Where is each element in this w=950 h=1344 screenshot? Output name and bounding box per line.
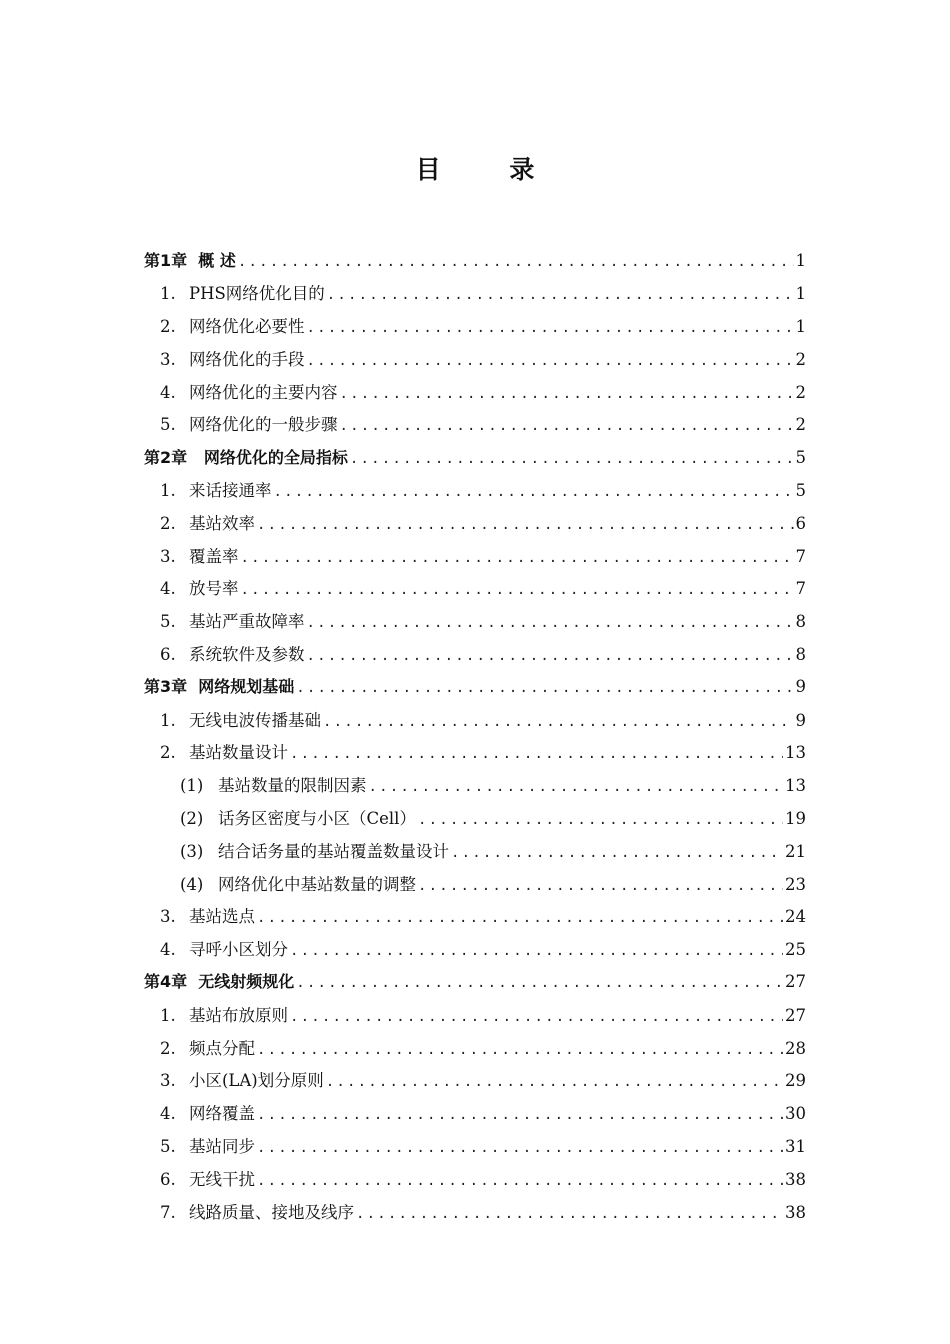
toc-section-entry[interactable] — [0, 1030, 950, 1063]
toc-page-number: 27 — [785, 1005, 806, 1025]
toc-entry-row — [160, 477, 950, 501]
toc-page-number: 38 — [785, 1202, 806, 1222]
toc-page-number: 5 — [795, 447, 806, 467]
toc-entry-number: 4. — [160, 579, 176, 599]
toc-entry-number: (1) — [180, 776, 204, 796]
toc-dot-leader — [255, 1107, 783, 1123]
toc-entry-row — [160, 1133, 950, 1157]
toc-entry-row — [160, 543, 950, 567]
toc-section-entry[interactable] — [0, 932, 950, 965]
toc-entry-row — [144, 248, 950, 271]
toc-entry-row — [160, 608, 950, 632]
toc-entry-number: 6. — [160, 1169, 176, 1189]
toc-entry-row — [160, 411, 950, 435]
toc-entry-number: 3. — [160, 349, 176, 369]
toc-entry-text: 结合话务量的基站覆盖数量设计 — [218, 841, 449, 861]
toc-entry-row — [160, 280, 950, 304]
toc-section-entry[interactable] — [0, 637, 950, 670]
toc-dot-leader — [305, 353, 794, 369]
toc-entry-number: 5. — [160, 612, 176, 632]
toc-dot-leader — [239, 582, 794, 598]
toc-entry-row — [160, 1199, 950, 1223]
toc-page-number: 13 — [785, 743, 806, 763]
toc-subsection-entry[interactable] — [0, 768, 950, 801]
toc-page-number: 1 — [795, 316, 806, 336]
toc-entry-text: 基站数量的限制因素 — [218, 776, 367, 796]
toc-entry-number: 6. — [160, 644, 176, 664]
toc-entry-text: 无线电波传播基础 — [189, 710, 321, 730]
toc-page-number: 7 — [795, 579, 806, 599]
toc-entry-text: 基站严重故障率 — [189, 612, 305, 632]
toc-entry-text: 网络规划基础 — [198, 677, 295, 697]
toc-entry-text: 无线射频规化 — [198, 972, 295, 992]
toc-page-number: 9 — [795, 677, 806, 697]
toc-entry-text: 覆盖率 — [189, 546, 239, 566]
toc-entry-number: (4) — [180, 874, 204, 894]
toc-dot-leader — [416, 812, 783, 828]
toc-chapter-entry[interactable] — [0, 965, 950, 998]
toc-dot-leader — [449, 845, 783, 861]
toc-entry-row — [160, 313, 950, 337]
toc-dot-leader — [416, 878, 783, 894]
toc-page-number: 30 — [785, 1104, 806, 1124]
toc-entry-text: 系统软件及参数 — [189, 644, 305, 664]
toc-title: 目 录 — [415, 155, 565, 184]
toc-entry-row — [160, 575, 950, 599]
toc-entry-text: 概 述 — [198, 250, 236, 270]
toc-entry-text: 无线干扰 — [189, 1169, 255, 1189]
toc-subsection-entry[interactable] — [0, 801, 950, 834]
toc-entry-text: 网络覆盖 — [189, 1104, 255, 1124]
toc-entry-text: 话务区密度与小区（Cell） — [218, 808, 416, 828]
toc-page-number: 7 — [795, 546, 806, 566]
toc-section-entry[interactable] — [0, 473, 950, 506]
toc-entry-row — [144, 445, 950, 468]
toc-dot-leader — [255, 1173, 783, 1189]
toc-entry-text: PHS网络优化目的 — [189, 284, 325, 304]
toc-page-number: 8 — [795, 644, 806, 664]
toc-section-entry[interactable] — [0, 374, 950, 407]
toc-section-entry[interactable] — [0, 997, 950, 1030]
toc-entry-text: 基站数量设计 — [189, 743, 288, 763]
toc-page-number: 8 — [795, 612, 806, 632]
toc-dot-leader — [294, 975, 783, 991]
toc-section-entry[interactable] — [0, 276, 950, 309]
toc-entry-number: 4. — [160, 382, 176, 402]
toc-entry-row — [144, 969, 950, 992]
toc-section-entry[interactable] — [0, 538, 950, 571]
toc-page-number: 6 — [795, 513, 806, 533]
toc-dot-leader — [272, 484, 794, 500]
toc-dot-leader — [294, 680, 793, 696]
toc-entry-text: 网络优化的一般步骤 — [189, 415, 338, 435]
toc-dot-leader — [354, 1206, 783, 1222]
toc-page-number: 21 — [785, 841, 806, 861]
toc-dot-leader — [305, 615, 794, 631]
toc-page-number: 31 — [785, 1136, 806, 1156]
toc-entry-text: 基站选点 — [189, 907, 255, 927]
toc-entry-number: 1. — [160, 284, 176, 304]
toc-entry-number: 5. — [160, 415, 176, 435]
toc-entry-row — [160, 707, 950, 731]
toc-page-number: 23 — [785, 874, 806, 894]
toc-page-number: 29 — [785, 1071, 806, 1091]
toc-section-entry[interactable] — [0, 899, 950, 932]
toc-entry-number: 第1章 — [144, 250, 199, 270]
toc-section-entry[interactable] — [0, 1063, 950, 1096]
toc-entry-number: (2) — [180, 808, 204, 828]
toc-entry-number: 2. — [160, 1038, 176, 1058]
toc-entry-row — [160, 936, 950, 960]
toc-entry-row — [144, 674, 950, 697]
toc-dot-leader — [255, 1140, 783, 1156]
toc-entry-number: 4. — [160, 1104, 176, 1124]
toc-entry-text: 基站同步 — [189, 1136, 255, 1156]
toc-entry-row — [180, 772, 950, 796]
toc-section-entry[interactable] — [0, 1096, 950, 1129]
toc-entry-row — [160, 379, 950, 403]
toc-dot-leader — [338, 418, 794, 434]
toc-entry-row — [160, 510, 950, 534]
toc-entry-number: 2. — [160, 316, 176, 336]
toc-section-entry[interactable] — [0, 702, 950, 735]
toc-dot-leader — [288, 1009, 783, 1025]
toc-entry-number: (3) — [180, 841, 204, 861]
toc-entry-row — [160, 1100, 950, 1124]
toc-entry-row — [160, 1035, 950, 1059]
toc-entry-row — [180, 871, 950, 895]
toc-section-entry[interactable] — [0, 341, 950, 374]
toc-entry-row — [180, 838, 950, 862]
toc-entry-number: 3. — [160, 546, 176, 566]
toc-entry-row — [160, 1166, 950, 1190]
toc-dot-leader — [255, 1042, 783, 1058]
toc-entry-text: 网络优化的全局指标 — [203, 447, 348, 467]
toc-entry-number: 7. — [160, 1202, 176, 1222]
toc-section-entry[interactable] — [0, 1129, 950, 1162]
toc-dot-leader — [236, 254, 794, 270]
toc-entry-number: 第3章 — [144, 677, 199, 697]
toc-list — [0, 243, 950, 1227]
toc-page-number: 1 — [795, 250, 806, 270]
toc-dot-leader — [338, 386, 794, 402]
toc-dot-leader — [288, 943, 783, 959]
toc-page-number: 9 — [795, 710, 806, 730]
toc-dot-leader — [255, 910, 783, 926]
toc-entry-text: 网络优化中基站数量的调整 — [218, 874, 416, 894]
toc-dot-leader — [305, 648, 794, 664]
toc-entry-number: 3. — [160, 907, 176, 927]
toc-page-number: 2 — [795, 349, 806, 369]
toc-entry-text: 来话接通率 — [189, 480, 272, 500]
toc-page-number: 13 — [785, 776, 806, 796]
toc-entry-row — [160, 903, 950, 927]
toc-subsection-entry[interactable] — [0, 833, 950, 866]
toc-entry-text: 网络优化的主要内容 — [189, 382, 338, 402]
toc-dot-leader — [348, 451, 794, 467]
toc-entry-row — [160, 641, 950, 665]
toc-dot-leader — [288, 746, 783, 762]
toc-section-entry[interactable] — [0, 604, 950, 637]
toc-chapter-entry[interactable] — [0, 669, 950, 702]
toc-page-number: 28 — [785, 1038, 806, 1058]
toc-page-number: 38 — [785, 1169, 806, 1189]
toc-dot-leader — [305, 320, 794, 336]
toc-page-number: 25 — [785, 940, 806, 960]
toc-entry-text: 放号率 — [189, 579, 239, 599]
toc-page-number: 19 — [785, 808, 806, 828]
toc-entry-text: 基站布放原则 — [189, 1005, 288, 1025]
toc-entry-number: 1. — [160, 710, 176, 730]
toc-dot-leader — [255, 517, 794, 533]
toc-entry-number: 4. — [160, 940, 176, 960]
toc-section-entry[interactable] — [0, 309, 950, 342]
toc-section-entry[interactable] — [0, 735, 950, 768]
toc-entry-row — [160, 1067, 950, 1091]
toc-entry-text: 线路质量、接地及线序 — [189, 1202, 354, 1222]
toc-entry-number: 第4章 — [144, 972, 199, 992]
toc-entry-number: 1. — [160, 1005, 176, 1025]
toc-dot-leader — [321, 714, 794, 730]
toc-entry-number: 2. — [160, 513, 176, 533]
toc-dot-leader — [367, 779, 784, 795]
toc-page-number: 27 — [785, 972, 806, 992]
toc-chapter-entry[interactable] — [0, 440, 950, 473]
toc-section-entry[interactable] — [0, 505, 950, 538]
toc-entry-number: 5. — [160, 1136, 176, 1156]
toc-dot-leader — [325, 287, 794, 303]
toc-entry-text: 基站效率 — [189, 513, 255, 533]
toc-dot-leader — [324, 1074, 783, 1090]
toc-page-number: 2 — [795, 382, 806, 402]
toc-section-entry[interactable] — [0, 407, 950, 440]
toc-entry-number: 第2章 — [144, 447, 204, 467]
toc-entry-number: 3. — [160, 1071, 176, 1091]
toc-entry-text: 频点分配 — [189, 1038, 255, 1058]
toc-section-entry[interactable] — [0, 1161, 950, 1194]
toc-dot-leader — [239, 550, 794, 566]
toc-entry-row — [160, 739, 950, 763]
toc-entry-number: 2. — [160, 743, 176, 763]
toc-page-number: 1 — [795, 284, 806, 304]
toc-section-entry[interactable] — [0, 1194, 950, 1227]
toc-section-entry[interactable] — [0, 571, 950, 604]
toc-entry-text: 寻呼小区划分 — [189, 940, 288, 960]
toc-entry-number: 1. — [160, 480, 176, 500]
toc-page-number: 5 — [795, 480, 806, 500]
toc-subsection-entry[interactable] — [0, 866, 950, 899]
toc-entry-text: 网络优化必要性 — [189, 316, 305, 336]
toc-page-number: 24 — [785, 907, 806, 927]
toc-entry-row — [180, 805, 950, 829]
toc-entry-text: 网络优化的手段 — [189, 349, 305, 369]
toc-entry-row — [160, 346, 950, 370]
toc-entry-row — [160, 1002, 950, 1026]
toc-entry-text: 小区(LA)划分原则 — [189, 1071, 324, 1091]
toc-chapter-entry[interactable] — [0, 243, 950, 276]
toc-page-number: 2 — [795, 415, 806, 435]
